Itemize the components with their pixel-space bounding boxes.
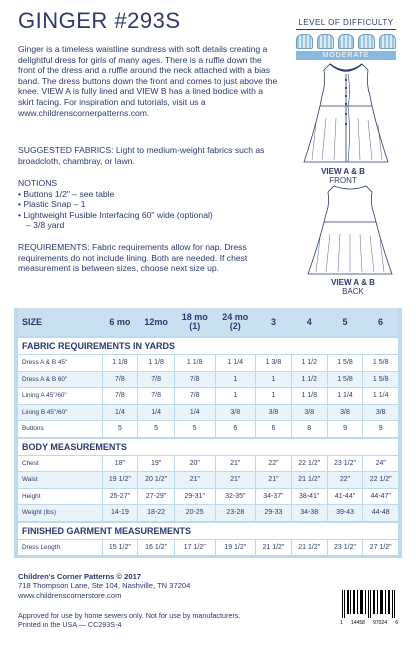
size-column-header: 12mo xyxy=(138,308,175,337)
barcode-digit: 1 xyxy=(340,620,343,626)
table-cell: 20" xyxy=(174,455,215,472)
table-cell: 3/8 xyxy=(256,404,292,421)
table-cell: 6 xyxy=(256,421,292,438)
row-label: Dress A & B 45" xyxy=(18,355,102,372)
table-cell: 22" xyxy=(327,472,363,489)
row-label: Dress Length xyxy=(18,539,102,555)
table-cell: 14-19 xyxy=(102,505,138,522)
difficulty-panel xyxy=(296,18,396,60)
requirements-block xyxy=(18,242,280,274)
front-caption xyxy=(293,167,393,185)
company-address: 718 Thompson Lane, Ste 104, Nashville, TN 37204 xyxy=(18,581,191,591)
row-label: Waist xyxy=(18,472,102,489)
front-view-label: VIEW A & B xyxy=(321,167,365,176)
table-cell: 23-28 xyxy=(215,505,256,522)
table-header-row xyxy=(18,308,398,337)
table-cell: 3/8 xyxy=(291,404,327,421)
thimble-icon xyxy=(296,34,313,49)
table-cell: 23 1/2" xyxy=(327,539,363,555)
thimble-icon xyxy=(379,34,396,49)
table-cell: 27-29" xyxy=(138,488,175,505)
row-label: Chest xyxy=(18,455,102,472)
table-cell: 20-25 xyxy=(174,505,215,522)
notions-label: NOTIONS xyxy=(18,178,58,188)
table-cell: 7/8 xyxy=(174,388,215,405)
table-cell: 22 1/2" xyxy=(363,472,398,489)
table-cell: 44-48 xyxy=(363,505,398,522)
footer-notes xyxy=(18,611,240,629)
difficulty-label: LEVEL OF DIFFICULTY xyxy=(296,18,396,30)
section-row xyxy=(18,438,398,456)
table-cell: 38-41" xyxy=(291,488,327,505)
table-cell: 1 1/8 xyxy=(174,355,215,372)
requirements-text: : Fabric requirements allow for nap. Dress requirements do not include lining. Both are needed. If chest measurement is between sizes, choose next size up. xyxy=(18,242,248,274)
row-label: Lining B 45"/60" xyxy=(18,404,102,421)
table-row xyxy=(18,455,398,472)
company-website: www.childrenscornerstore.com xyxy=(18,590,122,600)
table-cell: 1 1/2 xyxy=(291,355,327,372)
requirements-label: REQUIREMENTS xyxy=(18,242,88,252)
table-cell: 1/4 xyxy=(102,404,138,421)
section-title: FABRIC REQUIREMENTS IN YARDS xyxy=(18,337,398,355)
table-cell: 1 1/8 xyxy=(138,355,175,372)
size-column-header: 6 mo xyxy=(102,308,138,337)
table-cell: 3/8 xyxy=(215,404,256,421)
row-label: Height xyxy=(18,488,102,505)
table-cell: 21" xyxy=(174,472,215,489)
table-cell: 29-33 xyxy=(256,505,292,522)
table-cell: 1 5/8 xyxy=(363,355,398,372)
thimble-rating xyxy=(296,34,396,49)
table-cell: 6 xyxy=(215,421,256,438)
size-chart xyxy=(14,308,402,558)
table-cell: 41-44" xyxy=(327,488,363,505)
table-cell: 29-31" xyxy=(174,488,215,505)
table-cell: 25-27" xyxy=(102,488,138,505)
table-cell: 20 1/2" xyxy=(138,472,175,489)
size-column-header: 24 mo (2) xyxy=(215,308,256,337)
front-label: FRONT xyxy=(329,176,357,185)
table-cell: 18-22 xyxy=(138,505,175,522)
table-cell: 7/8 xyxy=(102,388,138,405)
fabrics-text: : Light to medium-weight fabrics such as broadcloth, chambray, or lawn. xyxy=(18,145,265,166)
table-cell: 1 3/8 xyxy=(256,355,292,372)
size-column-header: 3 xyxy=(256,308,292,337)
row-label: Weight (lbs) xyxy=(18,505,102,522)
table-cell: 8 xyxy=(291,421,327,438)
table-cell: 1 1/8 xyxy=(291,388,327,405)
table-cell: 1 xyxy=(256,371,292,388)
size-column-header: 18 mo (1) xyxy=(174,308,215,337)
section-title: BODY MEASUREMENTS xyxy=(18,438,398,456)
table-cell: 5 xyxy=(174,421,215,438)
table-cell: 27 1/2" xyxy=(363,539,398,555)
table-cell: 34-37" xyxy=(256,488,292,505)
table-cell: 18" xyxy=(102,455,138,472)
table-cell: 19 1/2" xyxy=(215,539,256,555)
row-label: Lining A 45"/60" xyxy=(18,388,102,405)
table-cell: 7/8 xyxy=(138,371,175,388)
table-cell: 7/8 xyxy=(138,388,175,405)
row-label: Dress A & B 60" xyxy=(18,371,102,388)
usage-note: Approved for use by home sewers only. Not for use by manufacturers. xyxy=(18,611,241,620)
back-view-label: VIEW A & B xyxy=(331,278,375,287)
table-cell: 1 xyxy=(215,371,256,388)
size-column-header: 5 xyxy=(327,308,363,337)
table-cell: 1 1/4 xyxy=(363,388,398,405)
size-column-header: 4 xyxy=(291,308,327,337)
notion-item: • Plastic Snap – 1 xyxy=(18,199,86,210)
notion-item: • Lightweight Fusible Interfacing 60" wide (optional) xyxy=(18,209,213,220)
table-cell: 9 xyxy=(327,421,363,438)
section-row xyxy=(18,337,398,355)
table-cell: 21" xyxy=(215,472,256,489)
table-cell: 1 1/4 xyxy=(215,355,256,372)
thimble-icon xyxy=(317,34,334,49)
table-row xyxy=(18,472,398,489)
table-cell: 24" xyxy=(363,455,398,472)
footer-info xyxy=(18,572,190,600)
table-cell: 1 5/8 xyxy=(327,355,363,372)
table-cell: 1/4 xyxy=(174,404,215,421)
size-table xyxy=(18,308,398,555)
difficulty-level: MODERATE xyxy=(296,51,396,60)
table-row xyxy=(18,421,398,438)
back-label: BACK xyxy=(342,287,364,296)
dress-front-illustration xyxy=(296,62,396,166)
section-row xyxy=(18,522,398,540)
table-row xyxy=(18,355,398,372)
barcode xyxy=(340,590,398,626)
suggested-fabrics xyxy=(18,145,280,166)
table-cell: 1 5/8 xyxy=(363,371,398,388)
table-cell: 21 1/2" xyxy=(256,539,292,555)
table-row xyxy=(18,371,398,388)
table-cell: 22" xyxy=(256,455,292,472)
table-cell: 9 xyxy=(363,421,398,438)
table-cell: 19 1/2" xyxy=(102,472,138,489)
notions-block xyxy=(18,178,280,231)
row-label: Buttons xyxy=(18,421,102,438)
table-cell: 1/4 xyxy=(138,404,175,421)
thimble-icon xyxy=(358,34,375,49)
table-cell: 1 5/8 xyxy=(327,371,363,388)
table-cell: 1 xyxy=(256,388,292,405)
table-cell: 5 xyxy=(138,421,175,438)
table-cell: 1 1/2 xyxy=(291,371,327,388)
fabrics-label: SUGGESTED FABRICS xyxy=(18,145,112,155)
barcode-digit: 97024 xyxy=(373,620,387,626)
table-cell: 3/8 xyxy=(327,404,363,421)
thimble-icon xyxy=(338,34,355,49)
table-cell: 1 1/4 xyxy=(327,388,363,405)
table-cell: 21 1/2" xyxy=(291,539,327,555)
table-cell: 17 1/2" xyxy=(174,539,215,555)
table-row xyxy=(18,539,398,555)
barcode-digit: 14458 xyxy=(350,620,365,626)
table-cell: 7/8 xyxy=(102,371,138,388)
table-cell: 19" xyxy=(138,455,175,472)
table-cell: 15 1/2" xyxy=(102,539,138,555)
table-cell: 34-38 xyxy=(291,505,327,522)
barcode-digits xyxy=(340,620,398,626)
table-row xyxy=(18,388,398,405)
table-row xyxy=(18,404,398,421)
table-cell: 44-47" xyxy=(363,488,398,505)
table-cell: 16 1/2" xyxy=(138,539,175,555)
table-cell: 1 1/8 xyxy=(102,355,138,372)
table-cell: 5 xyxy=(102,421,138,438)
intro-text: Ginger is a timeless waistline sundress with soft details creating a delightful dress for girls of many ages. There is a ruffle down the front of the dress and a ruffle around the neck attached with a bias band. The dress buttons down the front and comes to just above the knee. VIEW A is fully lined and VIEW B has a lined bodice with a skirt facing. For inspiration and tutorials, visit us a www.childrenscornerpatterns.com. xyxy=(18,44,278,118)
back-caption xyxy=(303,278,403,296)
table-cell: 21 1/2" xyxy=(291,472,327,489)
table-row xyxy=(18,505,398,522)
table-cell: 39-43 xyxy=(327,505,363,522)
table-cell: 22 1/2" xyxy=(291,455,327,472)
pattern-title: GINGER #293S xyxy=(18,8,181,33)
print-note: Printed in the USA — CC293S-4 xyxy=(18,620,122,629)
barcode-bars xyxy=(340,590,398,620)
table-row xyxy=(18,488,398,505)
table-cell: 21" xyxy=(256,472,292,489)
table-cell: 1 xyxy=(215,388,256,405)
table-cell: 23 1/2" xyxy=(327,455,363,472)
table-cell: 21" xyxy=(215,455,256,472)
company-name: Children's Corner Patterns © 2017 xyxy=(18,572,142,581)
table-cell: 32-35" xyxy=(215,488,256,505)
table-cell: 3/8 xyxy=(363,404,398,421)
notion-item: – 3/8 yard xyxy=(26,220,65,231)
size-column-header: 6 xyxy=(363,308,398,337)
notion-item: • Buttons 1/2" – see table xyxy=(18,188,115,199)
dress-back-illustration xyxy=(300,184,400,276)
size-header: SIZE xyxy=(18,308,102,337)
barcode-digit: 6 xyxy=(395,620,398,626)
section-title: FINISHED GARMENT MEASUREMENTS xyxy=(18,522,398,540)
table-cell: 7/8 xyxy=(174,371,215,388)
